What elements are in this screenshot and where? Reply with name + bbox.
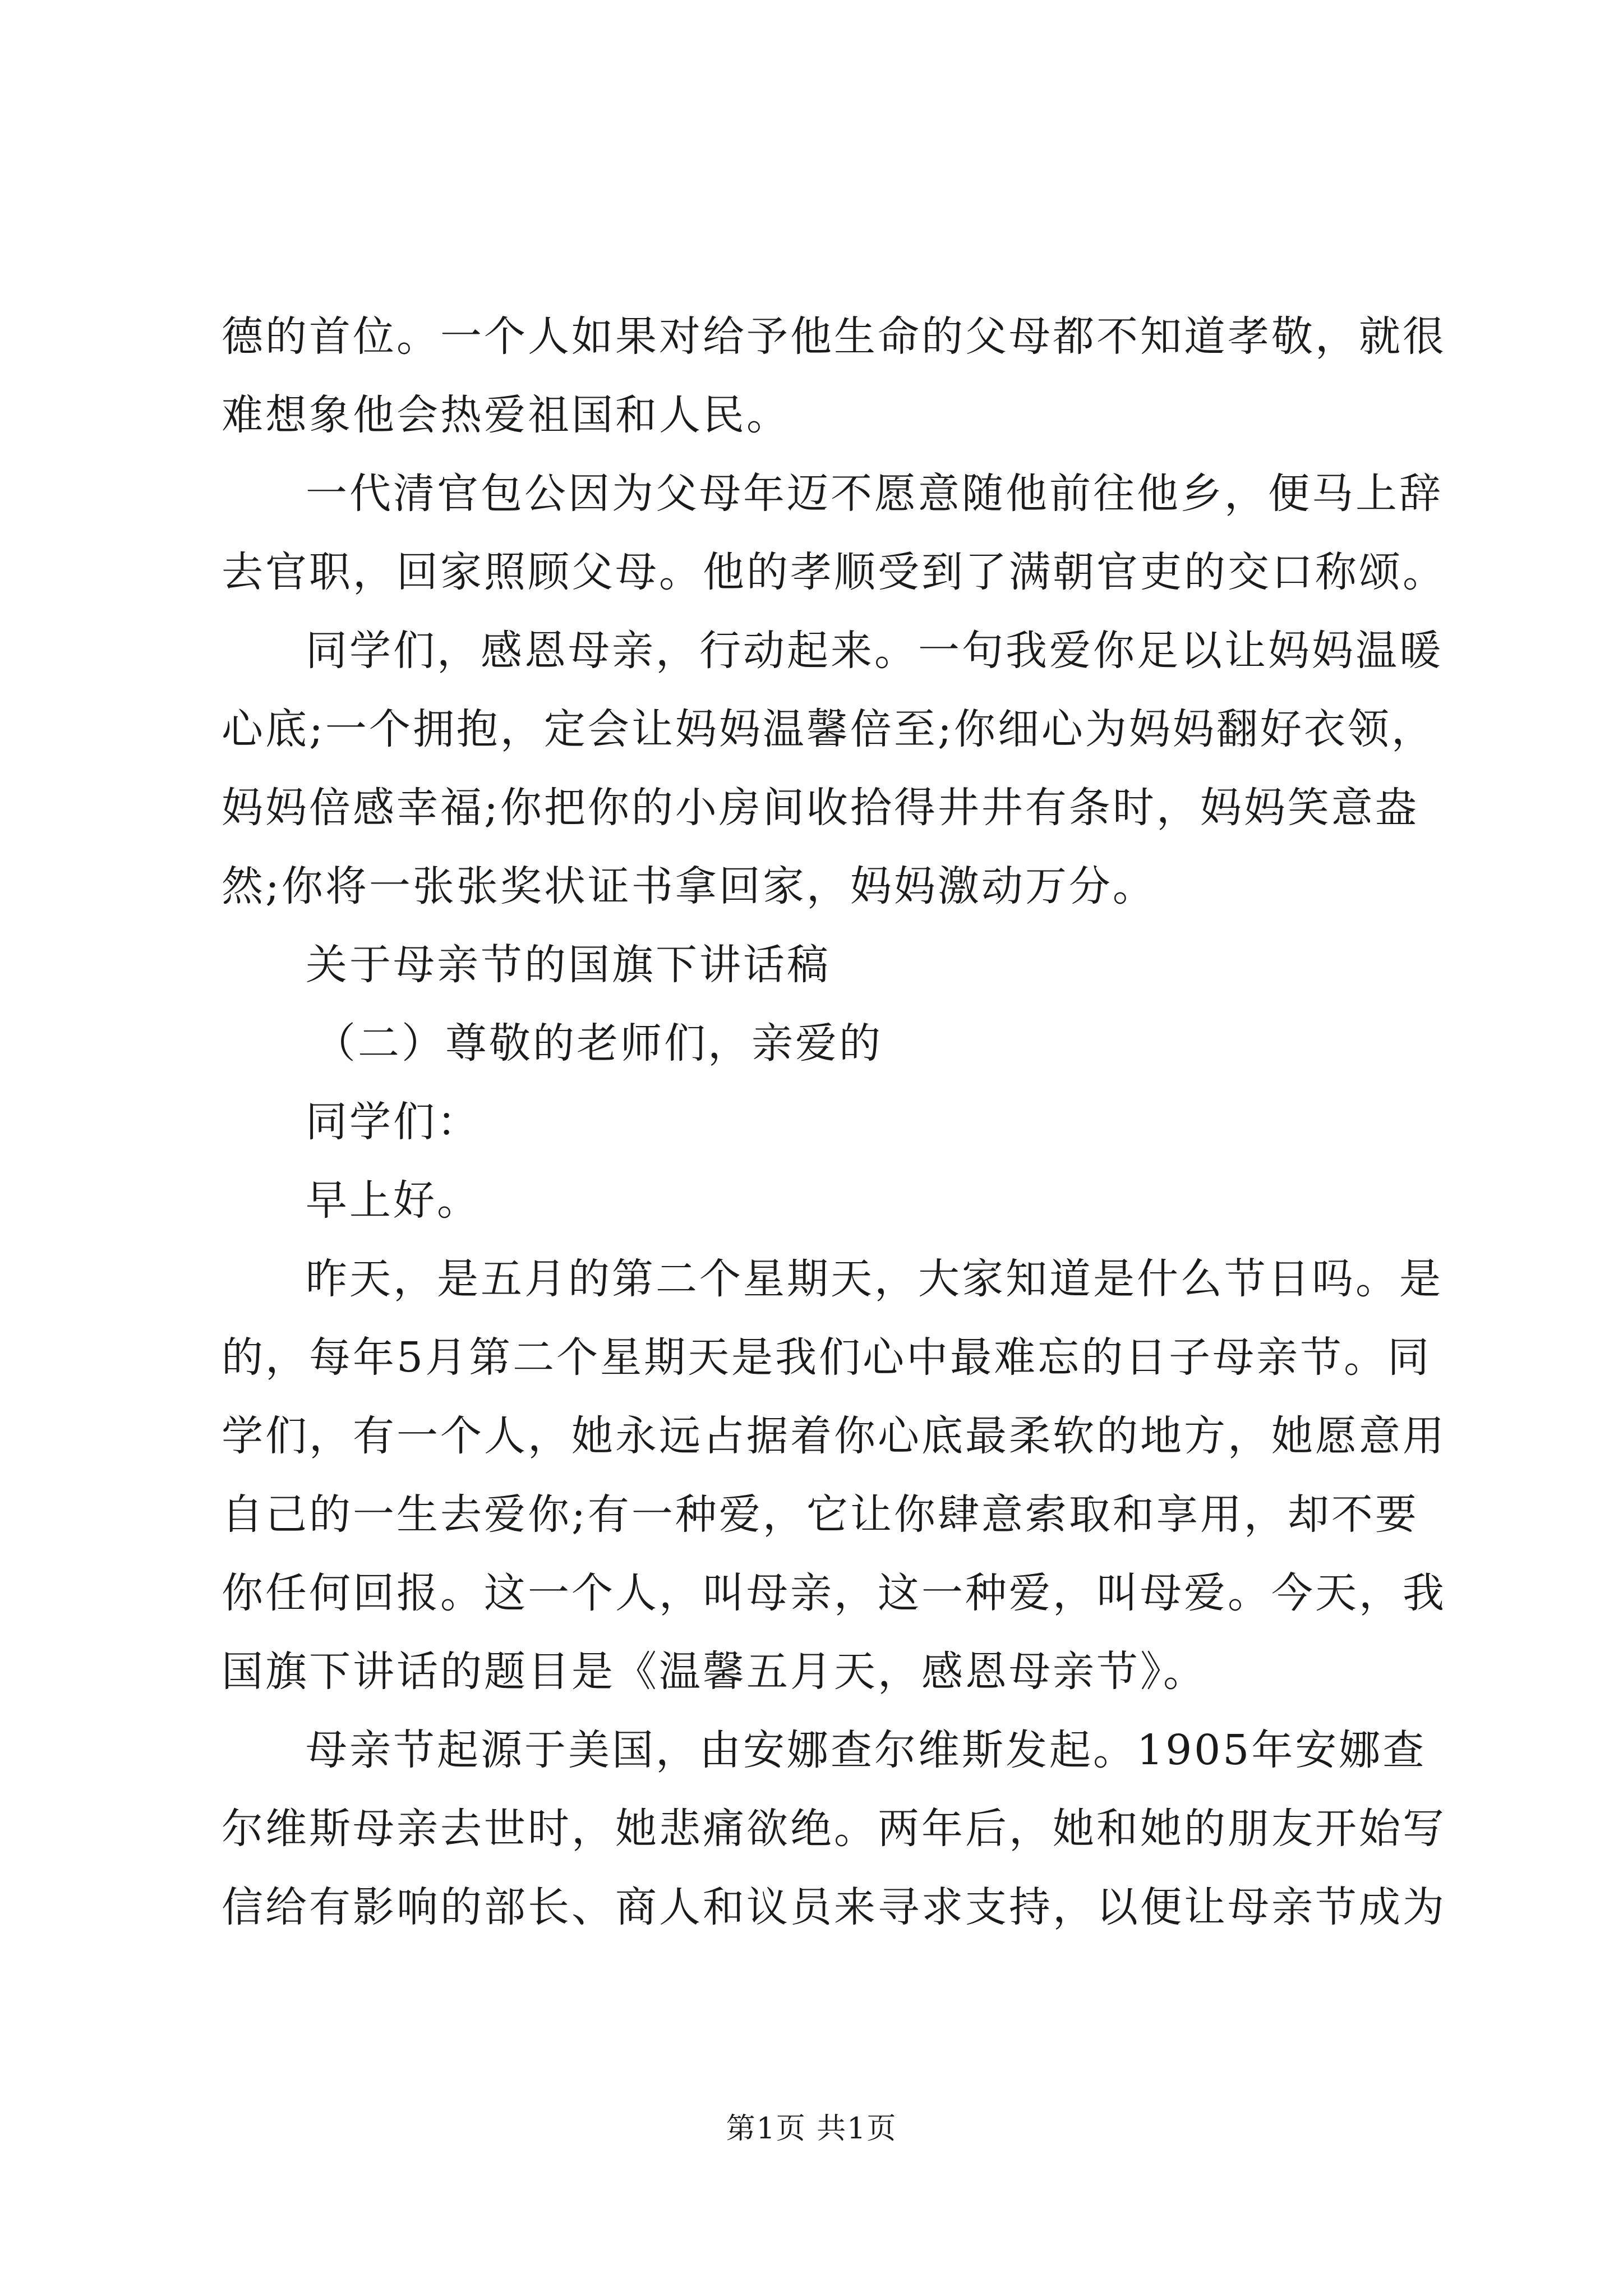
paragraph-start-line: 母亲节起源于美国，由安娜查尔维斯发起。1905年安娜查	[306, 1726, 1427, 1774]
text-line: 学们，有一个人，她永远占据着你心底最柔软的地方，她愿意用	[222, 1412, 1446, 1460]
text-line: 尔维斯母亲去世时，她悲痛欲绝。两年后，她和她的朋友开始写	[222, 1805, 1446, 1853]
text-line: 你任何回报。这一个人，叫母亲，这一种爱，叫母爱。今天，我	[222, 1569, 1446, 1617]
text-line: 的，每年5月第二个星期天是我们心中最难忘的日子母亲节。同	[222, 1333, 1432, 1382]
text-line: 心底;一个拥抱，定会让妈妈温馨倍至;你细心为妈妈翻好衣领，	[222, 705, 1435, 753]
greeting: 早上好。	[306, 1176, 481, 1225]
text-line: 德的首位。一个人如果对给予他生命的父母都不知道孝敬，就很	[222, 312, 1446, 361]
text-line: 妈妈倍感幸福;你把你的小房间收拾得井井有条时，妈妈笑意盎	[222, 784, 1419, 832]
salutation: 同学们：	[306, 1098, 481, 1146]
page-number-label: 第1页 共1页	[726, 2112, 897, 2146]
paragraph-start-line: 一代清官包公因为父母年迈不愿意随他前往他乡，便马上辞	[306, 470, 1443, 518]
text-line: 然;你将一张张奖状证书拿回家，妈妈激动万分。	[222, 862, 1156, 910]
text-line: 难想象他会热爱祖国和人民。	[222, 391, 790, 439]
section-subtitle: （二）尊敬的老师们，亲爱的	[314, 1019, 883, 1068]
text-line: 去官职，回家照顾父母。他的孝顺受到了满朝官吏的交口称颂。	[222, 548, 1446, 596]
paragraph-start-line: 同学们，感恩母亲，行动起来。一句我爱你足以让妈妈温暖	[306, 627, 1443, 675]
text-line: 信给有影响的部长、商人和议员来寻求支持，以便让母亲节成为	[222, 1883, 1446, 1931]
text-line: 国旗下讲话的题目是《温馨五月天，感恩母亲节》。	[222, 1648, 1207, 1696]
text-line: 自己的一生去爱你;有一种爱，它让你肆意索取和享用，却不要	[222, 1490, 1419, 1539]
document-body	[222, 297, 1446, 1947]
section-title: 关于母亲节的国旗下讲话稿	[306, 941, 831, 989]
paragraph-start-line: 昨天，是五月的第二个星期天，大家知道是什么节日吗。是	[306, 1255, 1443, 1303]
page-footer	[0, 2109, 1623, 2148]
